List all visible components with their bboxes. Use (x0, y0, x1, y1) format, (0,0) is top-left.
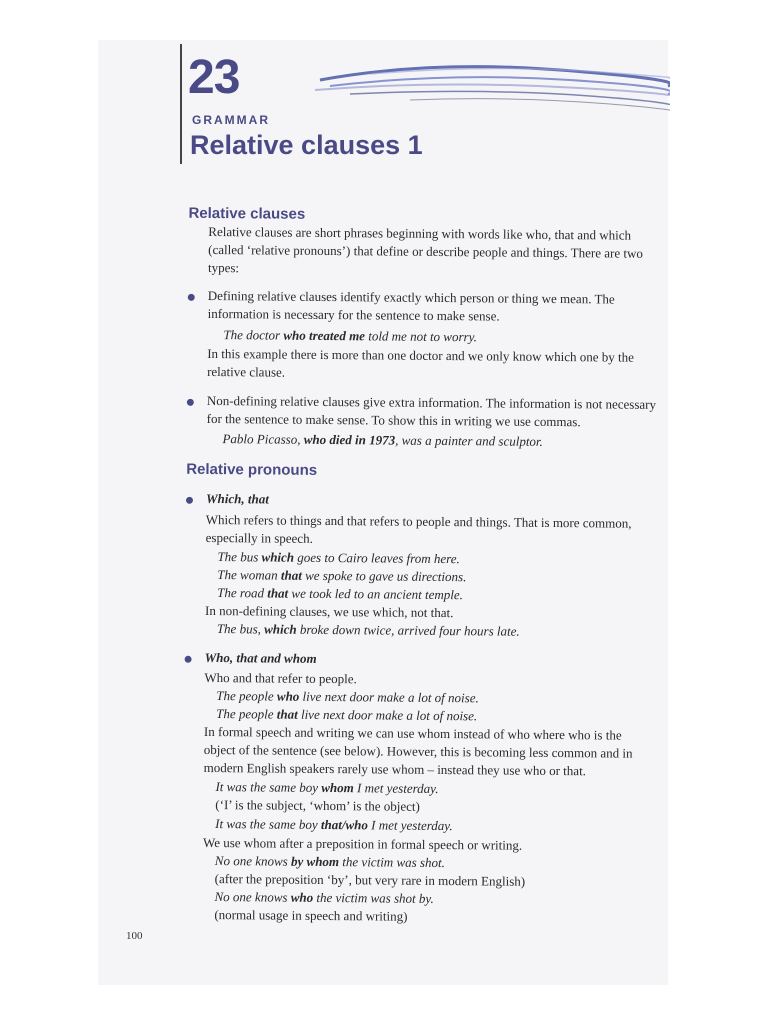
example-road: The road that we took led to an ancient temple. (217, 585, 464, 603)
bullet1-note1: In this example there is more than one doctor and we only know which one by the (207, 345, 635, 365)
bullet2-line1: Non-defining relative clauses give extra information. The information is not necessary (206, 392, 657, 412)
bullet1-note2: relative clause. (207, 363, 286, 380)
intro-line-1: Relative clauses are short phrases beginning with words like who, that and which (208, 223, 632, 243)
formal-line3: modern English speakers rarely use whom – instead they use who or that. (203, 759, 587, 779)
unit-number: 23 (188, 51, 240, 104)
page-number: 100 (126, 930, 143, 942)
bullet2-line2: for the sentence to make sense. To show this in writing we use commas. (206, 410, 581, 430)
example-by-whom: No one knows by whom the victim was shot. (214, 853, 445, 871)
bullet1-line1: Defining relative clauses identify exactly which person or thing we mean. The (207, 287, 615, 307)
bullet-icon (185, 656, 192, 663)
unit-label: GRAMMAR (192, 113, 270, 127)
content (90, 40, 668, 990)
paren-normal-usage: (normal usage in speech and writing) (214, 907, 408, 924)
example-people-who: The people who live next door make a lot of noise. (216, 688, 479, 706)
bullet-icon (186, 497, 193, 504)
formal-line2: object of the sentence (see below). However, this is becoming less common and in (203, 741, 633, 761)
non-defining-note: In non-defining clauses, we use which, not that. (204, 602, 454, 621)
example-boy-that-who: It was the same boy that/who I met yesterday. (215, 816, 453, 834)
example-doctor: The doctor who treated me told me not to worry. (223, 327, 478, 345)
example-bus: The bus which goes to Cairo leaves from here. (217, 549, 460, 567)
book-page (98, 40, 668, 985)
paren-preposition: (after the preposition ‘by’, but very rare in modern English) (214, 871, 526, 889)
preposition-note: We use whom after a preposition in formal speech or writing. (202, 834, 523, 853)
example-shot-by: No one knows who the victim was shot by. (214, 889, 434, 906)
bullet1-line2: information is necessary for the sentence to make sense. (207, 305, 500, 324)
which-that-title: Which, that (205, 490, 269, 507)
heading-relative-pronouns: Relative pronouns (186, 460, 318, 479)
which-that-desc1: Which refers to things and that refers to people and things. That is more common, (205, 511, 632, 531)
example-bus-nd: The bus, which broke down twice, arrived four hours late. (216, 621, 520, 639)
page-title: Relative clauses 1 (190, 130, 423, 160)
example-picasso: Pablo Picasso, who died in 1973, was a painter and sculptor. (222, 431, 543, 449)
bullet-icon (188, 294, 195, 301)
bullet-icon (187, 399, 194, 406)
which-that-desc2: especially in speech. (205, 529, 313, 546)
intro-line-2: (called ‘relative pronouns’) that define or describe people and things. There are two (208, 241, 643, 261)
paren-subject-object: (‘I’ is the subject, ‘whom’ is the object) (215, 797, 420, 814)
example-woman: The woman that we spoke to gave us directions. (217, 567, 467, 585)
who-that-whom-title: Who, that and whom (204, 649, 317, 666)
example-people-that: The people that live next door make a lot of noise. (216, 706, 478, 724)
formal-line1: In formal speech and writing we can use whom instead of who where who is the (203, 723, 622, 743)
intro-line-3: types: (207, 259, 240, 276)
heading-relative-clauses: Relative clauses (188, 204, 306, 223)
who-that-desc: Who and that refer to people. (204, 669, 357, 687)
example-boy-whom: It was the same boy whom I met yesterday. (215, 779, 439, 796)
